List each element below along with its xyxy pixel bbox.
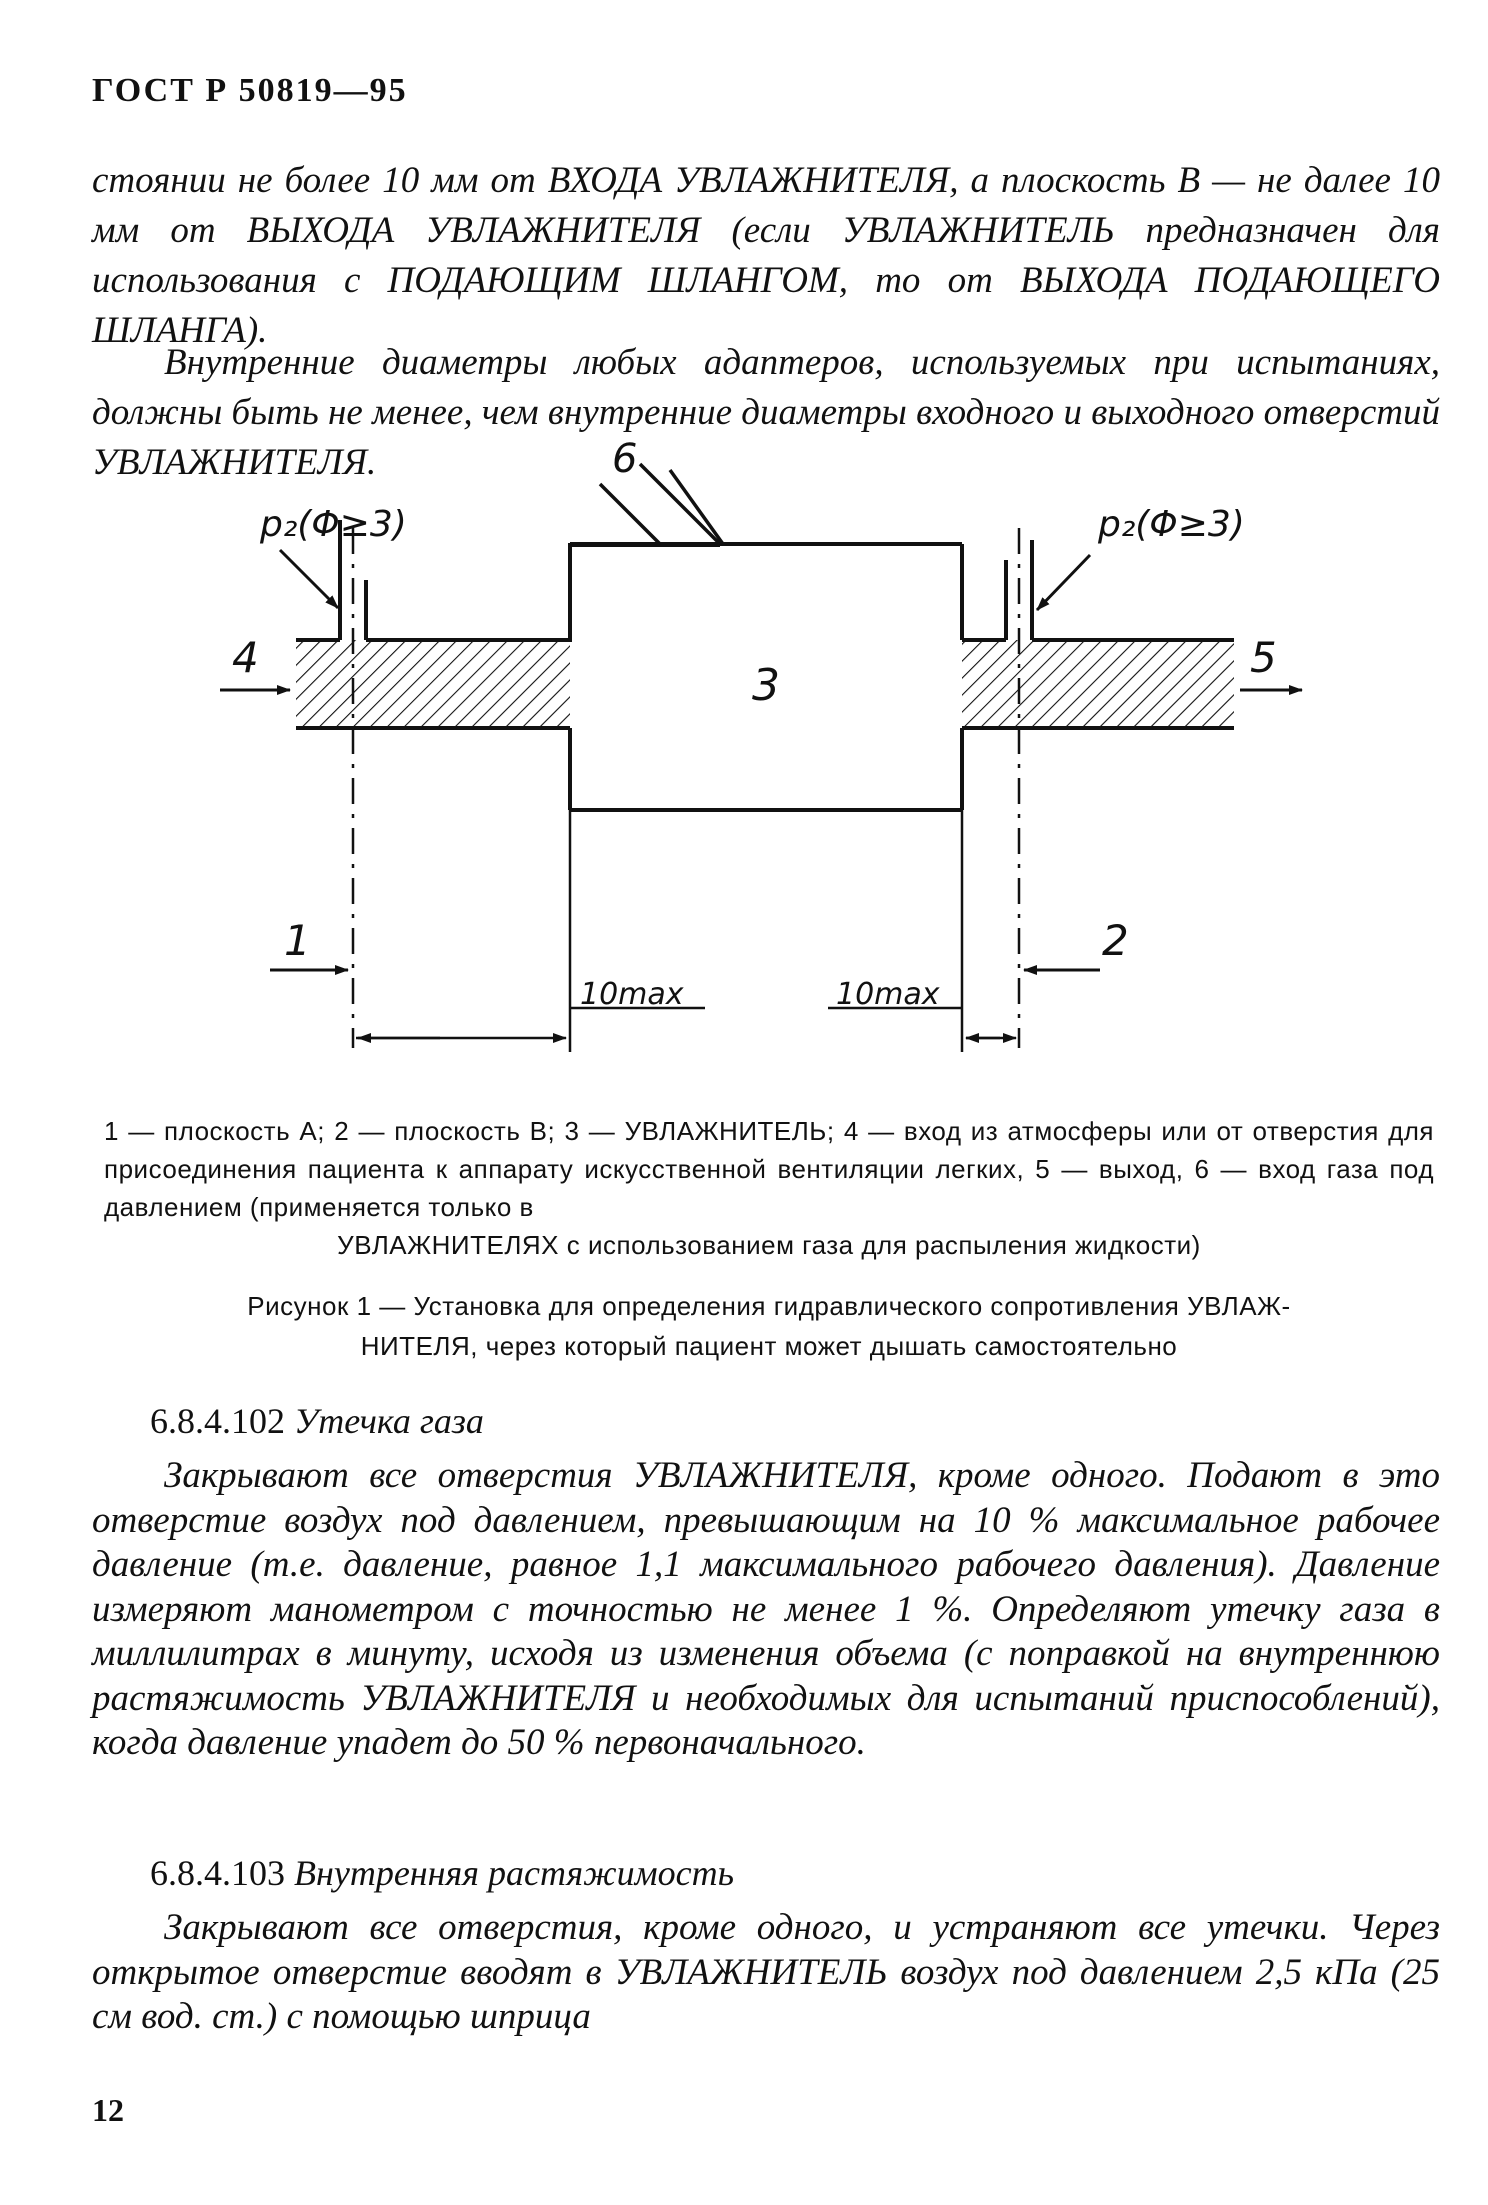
label-inlet: 4 (232, 633, 259, 682)
paragraph-adapter-diameters: Внутренние диаметры любых адаптеров, используемых при испытаниях, должны быть не менее, чем внутренние диаметры входного и выходного отверстий УВЛАЖНИТЕЛЯ. (92, 342, 1440, 483)
legend-text: 1 — плоскость А; 2 — плоскость В; 3 — УВЛАЖНИТЕЛЬ; 4 — вход из атмосферы или от отверстия для присоединения пациента к аппарату искусственной вентиляции легких, 5 — выход, 6 — вход газа под давлением (применяется только в (104, 1116, 1434, 1222)
pressure-arrow-right (1037, 555, 1090, 610)
left-adapter-hatch (296, 640, 570, 728)
right-adapter-hatch (962, 640, 1234, 728)
plane-lines (353, 528, 1019, 1048)
label-outlet: 5 (1250, 633, 1277, 682)
caption-line-2: НИТЕЛЯ, через который пациент может дышать самостоятельно (360, 1331, 1178, 1361)
pressure-arrow-left (280, 550, 338, 608)
label-humidifier: 3 (752, 660, 780, 711)
standard-header: ГОСТ Р 50819—95 (92, 72, 408, 109)
humidifier-test-setup-drawing (232, 436, 1300, 1060)
paragraph-internal-compliance: Закрывают все отверстия, кроме одного, и устраняют все утечки. Через открытое отверстие вводят в УВЛАЖНИТЕЛЬ воздух под давлением 2,5 кПа (25 см вод. ст.) с помощью шприца (92, 1907, 1440, 2037)
figure-caption (104, 1286, 1434, 1366)
dimension-lines (356, 810, 1016, 1052)
label-pressure-right: p₂(Φ≥3) (1098, 504, 1245, 545)
section-number: 6.8.4.102 (150, 1401, 285, 1441)
section-heading-internal-compliance (150, 1852, 734, 1894)
paragraph-plane-positions: стоянии не более 10 мм от ВХОДА УВЛАЖНИТЕЛЯ, а плоскость В — не далее 10 мм от ВЫХОДА УВЛАЖНИТЕЛЯ (если УВЛАЖНИТЕЛЬ предназначен для использования с ПОДАЮЩИМ ШЛАНГОМ, то от ВЫХОДА ПОДАЮЩЕГО ШЛАНГА). (92, 160, 1440, 351)
label-gas-inlet: 6 (612, 436, 638, 482)
figure-legend (104, 1112, 1434, 1264)
section-number: 6.8.4.103 (150, 1853, 285, 1893)
page-number: 12 (92, 2092, 124, 2128)
label-plane-b: 2 (1102, 916, 1129, 965)
section-title: Утечка газа (294, 1401, 484, 1441)
label-dim-right: 10max (836, 977, 940, 1012)
paragraph-gas-leak: Закрывают все отверстия УВЛАЖНИТЕЛЯ, кроме одного. Подают в это отверстие воздух под давлением, превышающим на 10 % максимальное рабочее давление (т.е. давление, равное 1,1 максимального рабочего давления). Давление измеряют манометром с точностью не менее 1 %. Определяют утечку газа в миллилитрах в минуту, исходя из изменения объема (с поправкой на внутреннюю растяжимость УВЛАЖНИТЕЛЯ и необходимых для испытаний приспособлений), когда давление упадет до 50 % первоначального. (92, 1455, 1440, 1763)
figure-1-diagram (232, 436, 1300, 1060)
section-title: Внутренняя растяжимость (294, 1853, 734, 1893)
label-plane-a: 1 (284, 916, 311, 965)
caption-line-1: Рисунок 1 — Установка для определения гидравлического сопротивления УВЛАЖ- (247, 1291, 1291, 1321)
label-dim-left: 10max (580, 977, 684, 1012)
legend-text-last-line: УВЛАЖНИТЕЛЯХ с использованием газа для распыления жидкости) (337, 1230, 1201, 1260)
section-heading-gas-leak (150, 1400, 484, 1442)
label-pressure-left: p₂(Φ≥3) (260, 504, 407, 545)
